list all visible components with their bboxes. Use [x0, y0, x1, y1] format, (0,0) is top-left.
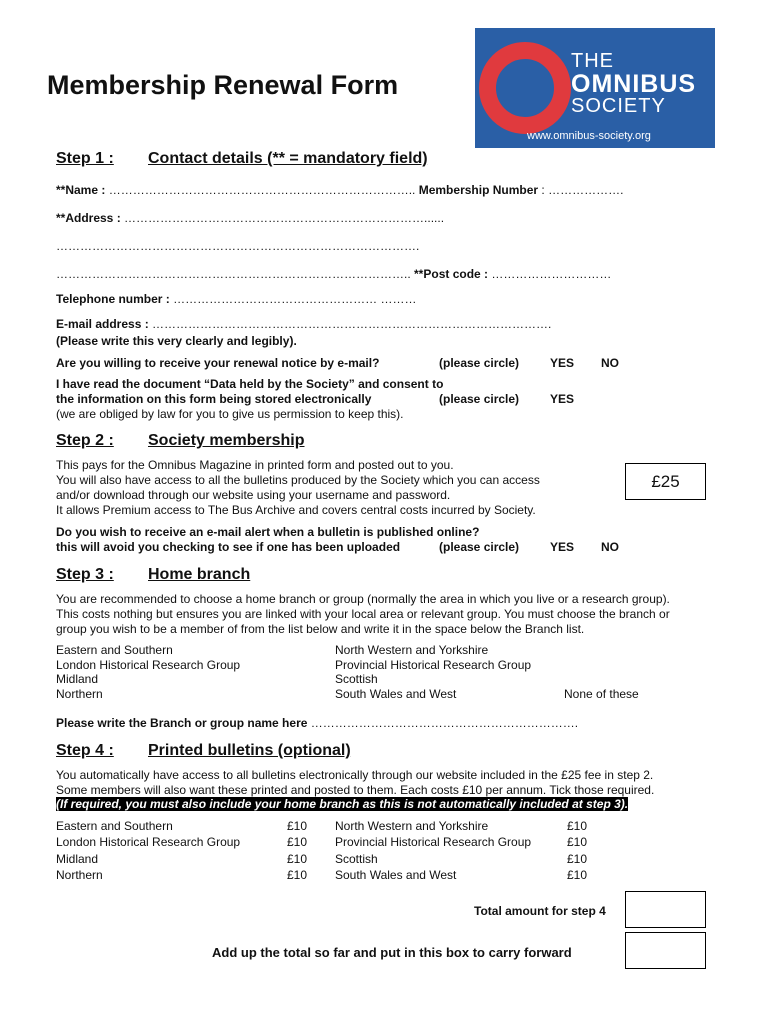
step3-text-line-3: group you wish to be a member of from the list below and write it in the space below the Branch list.	[56, 622, 585, 636]
consent-line-2: the information on this form being stored electronically	[56, 392, 372, 406]
page-title: Membership Renewal Form	[47, 70, 399, 100]
omnibus-society-logo	[475, 28, 715, 148]
renewal-no-option[interactable]: NO	[601, 356, 619, 370]
step4-label: Step 4 :	[56, 742, 114, 759]
step2-text-line-1: This pays for the Omnibus Magazine in printed form and posted out to you.	[56, 458, 454, 472]
logo-line-society: SOCIETY	[571, 95, 666, 117]
name-row	[56, 183, 623, 197]
step2-text-line-4: It allows Premium access to The Bus Archive and covers central costs incurred by Society.	[56, 503, 536, 517]
bulletin-price: £10	[567, 868, 588, 882]
email-input[interactable]: ……………………………………………………………………………………….	[152, 317, 552, 331]
telephone-label: Telephone number :	[56, 292, 170, 306]
branch-write-label: Please write the Branch or group name here	[56, 716, 308, 730]
consent-yes-option[interactable]: YES	[550, 392, 575, 406]
postcode-label: **Post code :	[414, 267, 489, 281]
bulletin-name[interactable]: Midland	[56, 852, 99, 866]
logo-ring-icon	[479, 42, 571, 134]
logo-line-omnibus: OMNIBUS	[571, 70, 697, 98]
name-label: **Name :	[56, 183, 106, 197]
carry-forward-label: Add up the total so far and put in this box to carry forward	[212, 945, 572, 960]
consent-note: (we are obliged by law for you to give us permission to keep this).	[56, 407, 404, 421]
alert-question-2: this will avoid you checking to see if one has been uploaded	[56, 540, 401, 554]
step4-total-box[interactable]	[625, 891, 706, 928]
step3-title: Home branch	[148, 566, 251, 583]
step3-label: Step 3 :	[56, 566, 114, 583]
bulletin-price: £10	[567, 819, 588, 833]
branch-option: London Historical Research Group	[56, 658, 241, 672]
bulletin-price: £10	[567, 835, 588, 849]
bulletin-name[interactable]: Northern	[56, 868, 103, 882]
telephone-row	[56, 292, 416, 306]
email-note: (Please write this very clearly and legibly).	[56, 334, 297, 348]
email-row	[56, 317, 551, 331]
step2-title: Society membership	[148, 432, 305, 449]
step1-label: Step 1 :	[56, 150, 114, 167]
step3-text-line-2: This costs nothing but ensures you are linked with your local area or relevant group. You must choose the branch or	[56, 607, 670, 621]
step4-highlight-text: (If required, you must also include your home branch as this is not automatically included at step 3).	[56, 797, 629, 811]
name-input[interactable]: …………………………………………………………………..	[108, 183, 416, 197]
branch-option-none: None of these	[564, 687, 639, 701]
bulletin-price: £10	[287, 835, 308, 849]
branch-option: North Western and Yorkshire	[335, 643, 489, 657]
alert-yes-option[interactable]: YES	[550, 540, 575, 554]
alert-question-1: Do you wish to receive an e-mail alert when a bulletin is published online?	[56, 525, 480, 539]
bulletin-name[interactable]: Scottish	[335, 852, 378, 866]
bulletin-price: £10	[287, 852, 308, 866]
bulletin-name[interactable]: Provincial Historical Research Group	[335, 835, 532, 849]
step3-text-line-1: You are recommended to choose a home branch or group (normally the area in which you live or a research group).	[56, 592, 670, 606]
branch-option: Provincial Historical Research Group	[335, 658, 532, 672]
step4-text-line-1: You automatically have access to all bulletins electronically through our website included in the £25 fee in step 2.	[56, 768, 654, 782]
consent-line-1: I have read the document “Data held by the Society” and consent to	[56, 377, 444, 391]
bulletin-name[interactable]: South Wales and West	[335, 868, 457, 882]
branch-name-input[interactable]: ………………………………………………………….	[310, 716, 579, 730]
address-input-line-1[interactable]: …………………………………………………………………......	[124, 211, 445, 225]
step2-text-line-2: You will also have access to all the bulletins produced by the Society which you can access	[56, 473, 540, 487]
step4-highlight-note	[56, 797, 628, 811]
bulletin-price: £10	[287, 868, 308, 882]
postcode-input[interactable]: …………………………	[491, 267, 612, 281]
bulletin-name[interactable]: North Western and Yorkshire	[335, 819, 489, 833]
carry-forward-box[interactable]	[625, 932, 706, 969]
bulletin-price: £10	[567, 852, 588, 866]
branch-option: South Wales and West	[335, 687, 457, 701]
logo-url: www.omnibus-society.org	[527, 130, 651, 142]
alert-no-option[interactable]: NO	[601, 540, 619, 554]
alert-please-circle: (please circle)	[439, 540, 520, 554]
membership-number-input[interactable]: : ……………….	[541, 183, 624, 197]
email-label: E-mail address :	[56, 317, 149, 331]
consent-please-circle: (please circle)	[439, 392, 520, 406]
step4-title: Printed bulletins (optional)	[148, 742, 351, 759]
address-input-line-2[interactable]: ……………………………………………………………………………….	[56, 239, 420, 253]
address-label: **Address :	[56, 211, 121, 225]
step2-text-line-3: and/or download through our website using your username and password.	[56, 488, 451, 502]
bulletin-name[interactable]: Eastern and Southern	[56, 819, 173, 833]
membership-number-label: Membership Number	[418, 183, 539, 197]
branch-option: Midland	[56, 672, 99, 686]
renewal-question: Are you willing to receive your renewal notice by e-mail?	[56, 356, 380, 370]
branch-option: Northern	[56, 687, 103, 701]
address-row-1	[56, 211, 444, 225]
address-row-3	[56, 267, 611, 281]
branch-option: Scottish	[335, 672, 378, 686]
bulletin-name[interactable]: London Historical Research Group	[56, 835, 241, 849]
telephone-input[interactable]: …………………………………………… ………	[173, 292, 417, 306]
logo-line-the: THE	[571, 50, 614, 72]
bulletin-price: £10	[287, 819, 308, 833]
step4-total-label: Total amount for step 4	[474, 904, 606, 918]
step4-text-line-2: Some members will also want these printed and posted to them. Each costs £10 per annum. Tick those required.	[56, 783, 655, 797]
address-input-line-3[interactable]: ……………………………………………………………………………..	[56, 267, 411, 281]
step1-title: Contact details (** = mandatory field)	[148, 150, 428, 167]
branch-option: Eastern and Southern	[56, 643, 173, 657]
membership-fee-box: £25	[625, 463, 706, 500]
branch-write-row	[56, 716, 578, 730]
renewal-yes-option[interactable]: YES	[550, 356, 575, 370]
step2-label: Step 2 :	[56, 432, 114, 449]
renewal-please-circle: (please circle)	[439, 356, 520, 370]
